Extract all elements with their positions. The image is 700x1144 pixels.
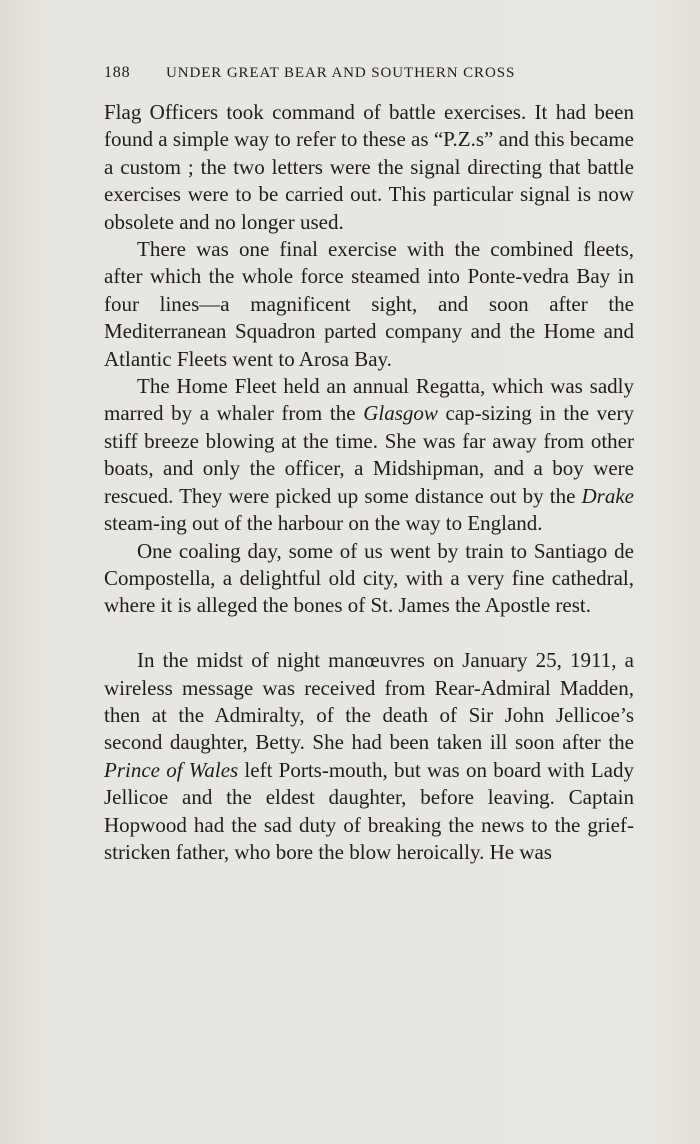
paragraph-text-segment: The Home Fleet held an annual Regatta, which was sadly marred by a whaler from the xyxy=(104,374,634,426)
paragraph-text-segment: cap-sizing in the very stiff breeze blowing at the time. She was far away from other boats, and only the officer, a Midshipman, and a boy were rescued. They were picked up some distance out by the xyxy=(104,401,634,508)
paragraph-final-exercise xyxy=(104,236,634,373)
paragraph-text: Flag Officers took command of battle exercises. It had been found a simple way to refer to these as “P.Z.s” and this became a custom ; the two letters were the signal directing that battle exercises were to be carried out. This particular signal is now obsolete and no longer used. xyxy=(104,100,634,234)
paragraph-regatta xyxy=(104,373,634,537)
section-break xyxy=(104,620,634,648)
paragraph-text-segment: left Ports-mouth, but was on board with Lady Jellicoe and the eldest daughter, before leaving. Captain Hopwood had the sad duty of breaking the news to the grief-stricken father, who bore the blow heroically. He was xyxy=(104,757,634,865)
ship-name-prince-of-wales: Prince of Wales xyxy=(104,757,239,782)
ship-name-drake: Drake xyxy=(581,483,634,508)
page-header xyxy=(104,64,634,88)
paragraph-flag-officers xyxy=(104,99,634,236)
body-text xyxy=(104,99,634,866)
paragraph-text-segment: steam-ing out of the harbour on the way to England. xyxy=(104,511,543,536)
paragraph-text-segment: In the midst of night manœuvres on January 25, 1911, a wireless message was received from Rear-Admiral Madden, then at the Admiralty, of the death of Sir John Jellicoe’s second daughter, Betty. She had been taken ill soon after the xyxy=(104,648,634,755)
page-number: 188 xyxy=(104,64,131,81)
ship-name-glasgow: Glasgow xyxy=(363,401,438,426)
running-title: UNDER GREAT BEAR AND SOUTHERN CROSS xyxy=(166,65,516,81)
paragraph-night-manoeuvres xyxy=(104,647,634,866)
paragraph-coaling-day xyxy=(104,538,634,620)
paragraph-text: There was one final exercise with the combined fleets, after which the whole force steamed into Ponte-vedra Bay in four lines—a magnificent sight, and soon after the Mediterranean Squadron parted company and the Home and Atlantic Fleets went to Arosa Bay. xyxy=(104,237,634,371)
paragraph-text: One coaling day, some of us went by train to Santiago de Compostella, a delightful old city, with a very fine cathedral, where it is alleged the bones of St. James the Apostle rest. xyxy=(104,538,634,618)
